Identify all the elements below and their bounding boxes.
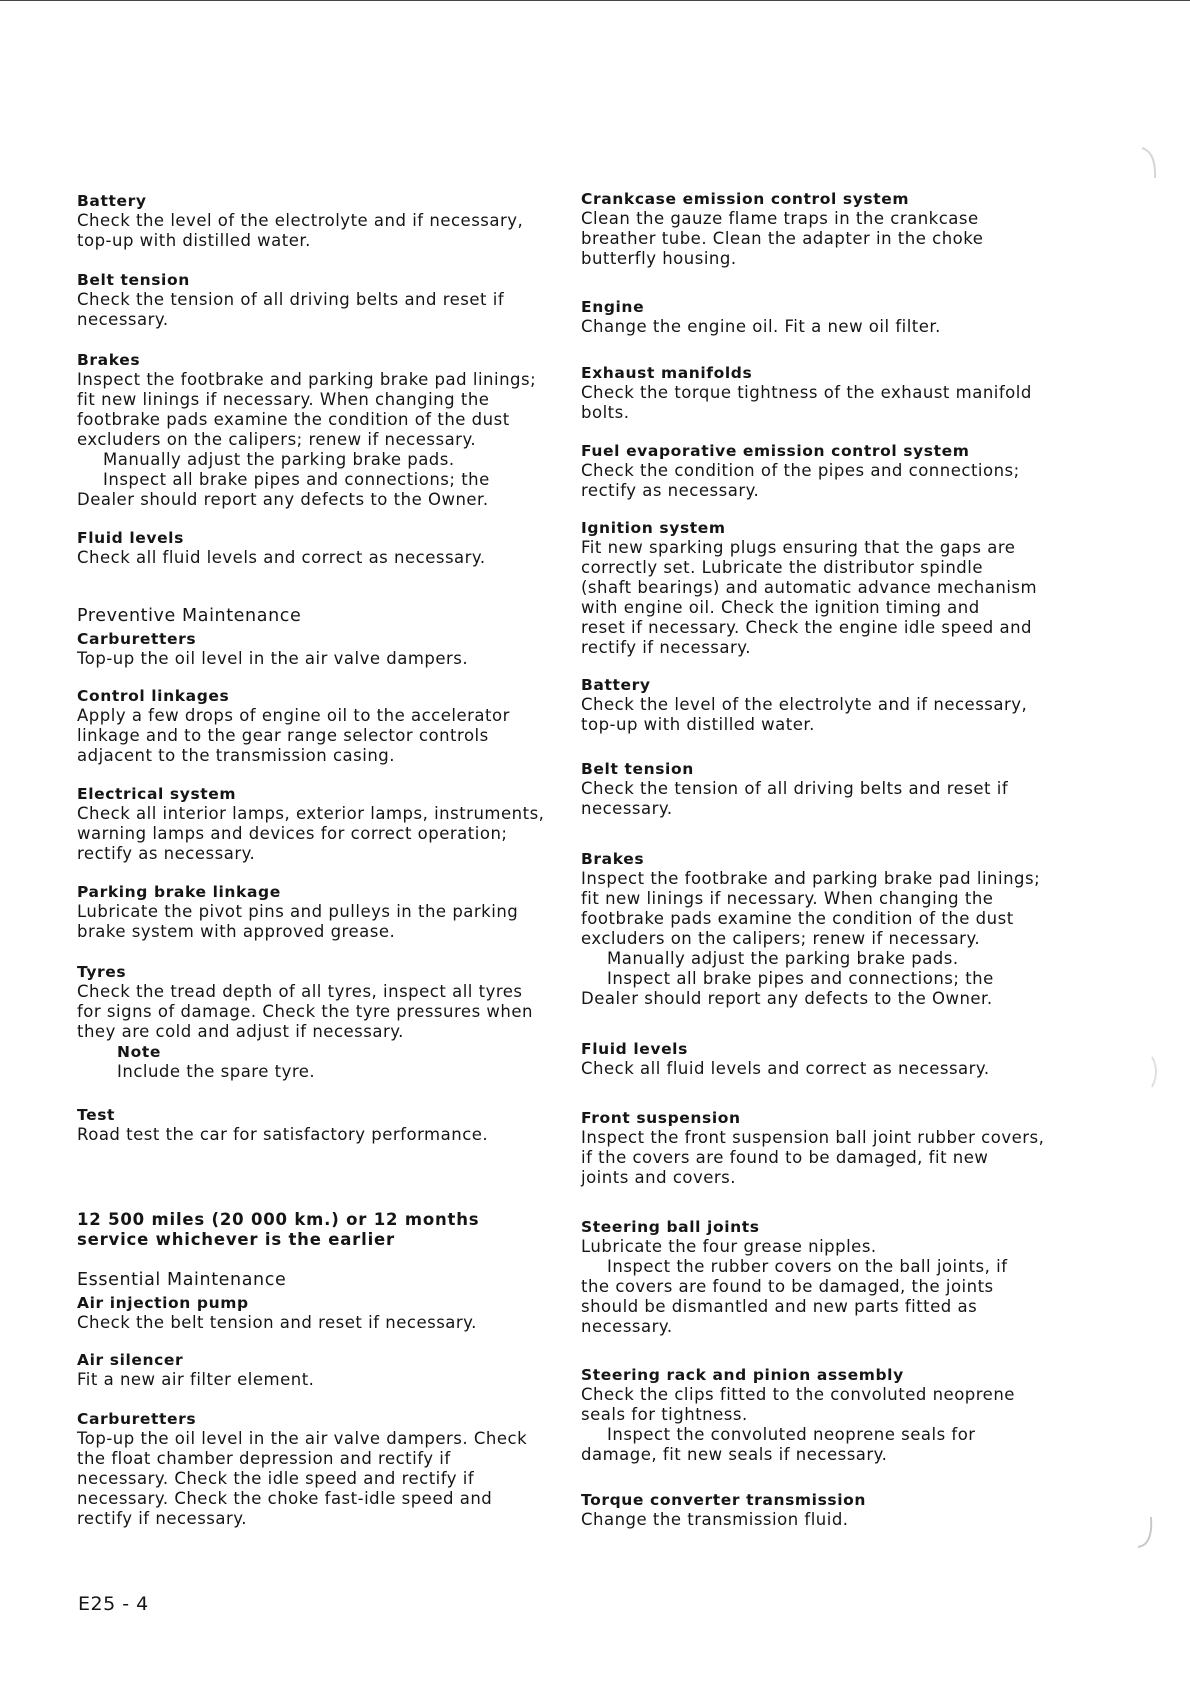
scan-edge-line bbox=[0, 0, 1190, 1]
body-line-indented: Inspect all brake pipes and connections; the bbox=[103, 470, 490, 489]
body-line: with engine oil. Check the ignition timing and bbox=[581, 598, 980, 617]
section-heading: Exhaust manifolds bbox=[581, 364, 753, 382]
body-line: necessary. Check the choke fast-idle speed and bbox=[77, 1489, 493, 1508]
section-air-silencer bbox=[77, 1350, 567, 1390]
body-line: Check the level of the electrolyte and if necessary, bbox=[581, 695, 1028, 714]
punch-hole-mark bbox=[1148, 1055, 1166, 1089]
section-heading: Air silencer bbox=[77, 1351, 184, 1369]
section-heading: Parking brake linkage bbox=[77, 883, 281, 901]
body-line: Check the condition of the pipes and connections; bbox=[581, 461, 1020, 480]
body-line: necessary. bbox=[77, 310, 169, 329]
section-heading: Belt tension bbox=[77, 271, 190, 289]
section-belt-tension-right bbox=[581, 759, 1071, 819]
service-interval-line: 12 500 miles (20 000 km.) or 12 months bbox=[77, 1210, 480, 1229]
body-line: Fit new sparking plugs ensuring that the gaps are bbox=[581, 538, 1016, 557]
section-heading: Brakes bbox=[77, 351, 141, 369]
section-control-linkages bbox=[77, 686, 567, 766]
body-line: should be dismantled and new parts fitted as bbox=[581, 1297, 978, 1316]
body-line: necessary. bbox=[581, 799, 673, 818]
section-heading: Crankcase emission control system bbox=[581, 190, 910, 208]
section-brakes-right bbox=[581, 849, 1071, 1009]
body-line: warning lamps and devices for correct operation; bbox=[77, 824, 508, 843]
section-heading: Fluid levels bbox=[581, 1040, 688, 1058]
essential-maintenance-title: Essential Maintenance bbox=[77, 1270, 287, 1290]
body-line: footbrake pads examine the condition of the dust bbox=[77, 410, 510, 429]
body-line: rectify if necessary. bbox=[581, 638, 751, 657]
body-line: correctly set. Lubricate the distributor spindle bbox=[581, 558, 983, 577]
body-line: they are cold and adjust if necessary. bbox=[77, 1022, 404, 1041]
body-line: Lubricate the pivot pins and pulleys in the parking bbox=[77, 902, 519, 921]
section-fluid-levels bbox=[77, 528, 567, 568]
section-heading: Torque converter transmission bbox=[581, 1491, 867, 1509]
body-line: brake system with approved grease. bbox=[77, 922, 396, 941]
body-line: top-up with distilled water. bbox=[581, 715, 815, 734]
section-heading: Belt tension bbox=[581, 760, 694, 778]
body-line: the covers are found to be damaged, the joints bbox=[581, 1277, 994, 1296]
body-line: Lubricate the four grease nipples. bbox=[581, 1237, 877, 1256]
section-heading: Fuel evaporative emission control system bbox=[581, 442, 970, 460]
body-line: Dealer should report any defects to the Owner. bbox=[77, 490, 489, 509]
body-line: Check the tension of all driving belts and reset if bbox=[77, 290, 505, 309]
body-line: fit new linings if necessary. When changing the bbox=[77, 390, 490, 409]
body-line: Check the torque tightness of the exhaust manifold bbox=[581, 383, 1032, 402]
body-line: rectify as necessary. bbox=[77, 844, 256, 863]
section-carburetters-2 bbox=[77, 1409, 567, 1529]
body-line: Change the engine oil. Fit a new oil filter. bbox=[581, 317, 941, 336]
section-heading: Carburetters bbox=[77, 630, 197, 648]
section-crankcase-emission bbox=[581, 189, 1071, 269]
body-line: joints and covers. bbox=[581, 1168, 737, 1187]
body-line: if the covers are found to be damaged, fit new bbox=[581, 1148, 989, 1167]
service-interval-line: service whichever is the earlier bbox=[77, 1230, 395, 1249]
body-line-indented: Manually adjust the parking brake pads. bbox=[607, 949, 959, 968]
section-front-suspension bbox=[581, 1108, 1071, 1188]
body-line: Check all fluid levels and correct as necessary. bbox=[581, 1059, 990, 1078]
body-line: (shaft bearings) and automatic advance mechanism bbox=[581, 578, 1038, 597]
body-line: Check the level of the electrolyte and if necessary, bbox=[77, 211, 524, 230]
body-line: butterfly housing. bbox=[581, 249, 737, 268]
section-heading: Tyres bbox=[77, 963, 127, 981]
body-line: top-up with distilled water. bbox=[77, 231, 311, 250]
body-line: Road test the car for satisfactory performance. bbox=[77, 1125, 489, 1144]
body-line: Inspect the footbrake and parking brake pad linings; bbox=[77, 370, 537, 389]
section-air-injection-pump bbox=[77, 1269, 567, 1333]
section-heading: Steering ball joints bbox=[581, 1218, 760, 1236]
body-line: Check the clips fitted to the convoluted neoprene bbox=[581, 1385, 1015, 1404]
body-line: linkage and to the gear range selector controls bbox=[77, 726, 489, 745]
body-line: Inspect the front suspension ball joint rubber covers, bbox=[581, 1128, 1045, 1147]
section-battery bbox=[77, 191, 567, 251]
body-line-indented: Inspect the convoluted neoprene seals for bbox=[607, 1425, 976, 1444]
section-steering-ball-joints bbox=[581, 1217, 1071, 1337]
body-line: Fit a new air filter element. bbox=[77, 1370, 315, 1389]
body-line: Dealer should report any defects to the Owner. bbox=[581, 989, 993, 1008]
body-line: Check all fluid levels and correct as necessary. bbox=[77, 548, 486, 567]
section-heading: Ignition system bbox=[581, 519, 726, 537]
section-heading: Air injection pump bbox=[77, 1294, 249, 1312]
section-torque-converter bbox=[581, 1490, 1071, 1530]
section-heading: Fluid levels bbox=[77, 529, 184, 547]
section-carburetters bbox=[77, 605, 567, 669]
body-line: necessary. bbox=[581, 1317, 673, 1336]
service-interval-heading bbox=[77, 1210, 567, 1250]
body-line: excluders on the calipers; renew if necessary. bbox=[581, 929, 981, 948]
body-line: Check the tension of all driving belts and reset if bbox=[581, 779, 1009, 798]
section-heading: Electrical system bbox=[77, 785, 237, 803]
body-line: reset if necessary. Check the engine idle speed and bbox=[581, 618, 1033, 637]
body-line: Check all interior lamps, exterior lamps, instruments, bbox=[77, 804, 545, 823]
body-line: fit new linings if necessary. When changing the bbox=[581, 889, 994, 908]
section-engine bbox=[581, 297, 1071, 337]
note-heading: Note bbox=[117, 1043, 161, 1061]
body-line: for signs of damage. Check the tyre pressures when bbox=[77, 1002, 533, 1021]
body-line: footbrake pads examine the condition of the dust bbox=[581, 909, 1014, 928]
section-heading: Engine bbox=[581, 298, 645, 316]
body-line: Top-up the oil level in the air valve dampers. bbox=[77, 649, 469, 668]
body-line: necessary. Check the idle speed and rectify if bbox=[77, 1469, 475, 1488]
body-line: rectify as necessary. bbox=[581, 481, 760, 500]
section-heading: Front suspension bbox=[581, 1109, 741, 1127]
body-line: Apply a few drops of engine oil to the accelerator bbox=[77, 706, 510, 725]
body-line: bolts. bbox=[581, 403, 630, 422]
section-ignition-system bbox=[581, 518, 1071, 658]
section-heading: Carburetters bbox=[77, 1410, 197, 1428]
body-line: Check the belt tension and reset if necessary. bbox=[77, 1313, 477, 1332]
section-brakes bbox=[77, 350, 567, 510]
body-line: Top-up the oil level in the air valve dampers. Check bbox=[77, 1429, 528, 1448]
page-number: E25 - 4 bbox=[78, 1593, 149, 1615]
section-electrical-system bbox=[77, 784, 567, 864]
body-line: seals for tightness. bbox=[581, 1405, 748, 1424]
section-battery-right bbox=[581, 675, 1071, 735]
section-heading: Test bbox=[77, 1106, 116, 1124]
body-line: Change the transmission fluid. bbox=[581, 1510, 849, 1529]
section-fluid-levels-right bbox=[581, 1039, 1071, 1079]
body-line-indented: Inspect the rubber covers on the ball joints, if bbox=[607, 1257, 1008, 1276]
section-exhaust-manifolds bbox=[581, 363, 1071, 423]
section-heading: Control linkages bbox=[77, 687, 230, 705]
punch-hole-mark bbox=[1140, 146, 1158, 180]
body-line: the float chamber depression and rectify if bbox=[77, 1449, 451, 1468]
body-line: rectify if necessary. bbox=[77, 1509, 247, 1528]
body-line: damage, fit new seals if necessary. bbox=[581, 1445, 888, 1464]
section-parking-brake-linkage bbox=[77, 882, 567, 942]
body-line: Check the tread depth of all tyres, inspect all tyres bbox=[77, 982, 523, 1001]
body-line: Inspect the footbrake and parking brake pad linings; bbox=[581, 869, 1041, 888]
section-heading: Steering rack and pinion assembly bbox=[581, 1366, 904, 1384]
section-heading: Battery bbox=[581, 676, 651, 694]
section-belt-tension bbox=[77, 270, 567, 330]
preventive-maintenance-title: Preventive Maintenance bbox=[77, 606, 302, 626]
section-heading: Brakes bbox=[581, 850, 645, 868]
section-fuel-evaporative bbox=[581, 441, 1071, 501]
body-line: breather tube. Clean the adapter in the choke bbox=[581, 229, 984, 248]
body-line: adjacent to the transmission casing. bbox=[77, 746, 395, 765]
section-test bbox=[77, 1105, 567, 1145]
punch-hole-mark bbox=[1136, 1515, 1154, 1549]
note-text: Include the spare tyre. bbox=[117, 1062, 316, 1081]
body-line-indented: Manually adjust the parking brake pads. bbox=[103, 450, 455, 469]
section-tyres bbox=[77, 962, 567, 1082]
body-line-indented: Inspect all brake pipes and connections; the bbox=[607, 969, 994, 988]
section-steering-rack bbox=[581, 1365, 1071, 1465]
body-line: excluders on the calipers; renew if necessary. bbox=[77, 430, 477, 449]
section-heading: Battery bbox=[77, 192, 147, 210]
body-line: Clean the gauze flame traps in the crankcase bbox=[581, 209, 979, 228]
